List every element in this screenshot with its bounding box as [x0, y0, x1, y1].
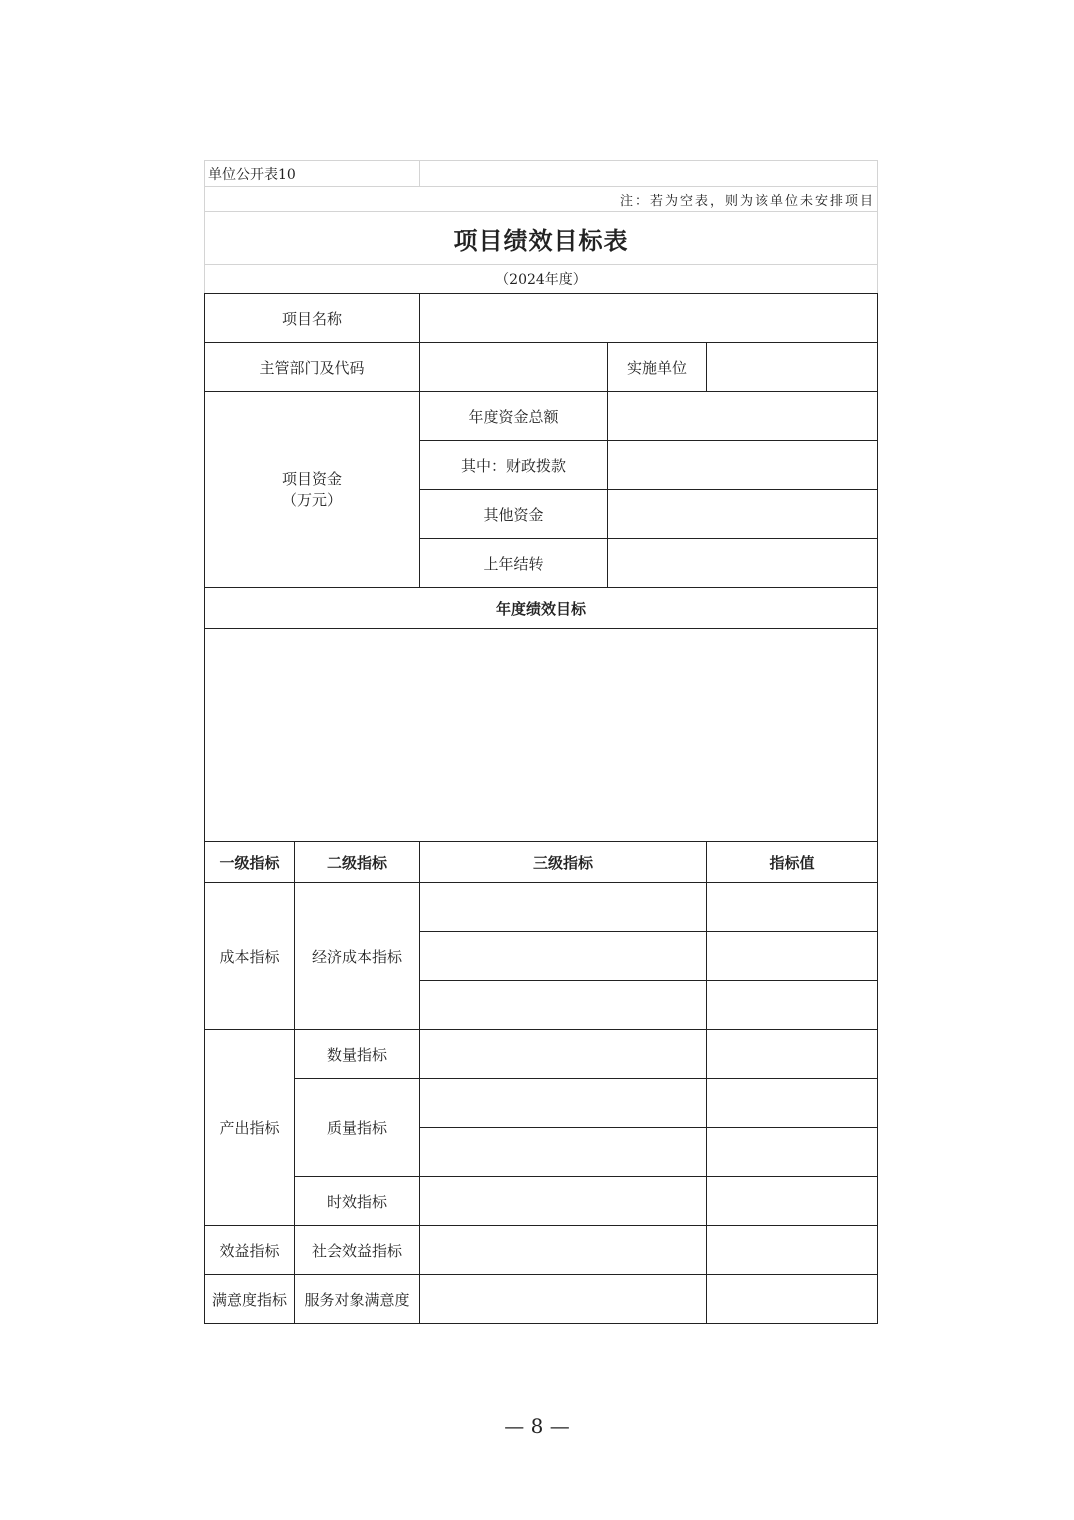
- level3-field[interactable]: [420, 1226, 707, 1275]
- timeliness-indicator-label: 时效指标: [295, 1177, 420, 1226]
- value-field[interactable]: [707, 1226, 878, 1275]
- level3-field[interactable]: [420, 1030, 707, 1079]
- benefit-indicator-label: 效益指标: [205, 1226, 295, 1275]
- annual-total-field[interactable]: [608, 392, 878, 441]
- form-sheet: [204, 160, 878, 1324]
- level3-field[interactable]: [420, 883, 707, 932]
- impl-unit-label: 实施单位: [608, 343, 707, 392]
- annual-total-label: 年度资金总额: [420, 392, 608, 441]
- indicator-header-row: [205, 842, 878, 883]
- empty-table-note: 注：若为空表，则为该单位未安排项目: [205, 187, 878, 212]
- value-field[interactable]: [707, 1030, 878, 1079]
- impl-unit-field[interactable]: [707, 343, 878, 392]
- social-benefit-label: 社会效益指标: [295, 1226, 420, 1275]
- value-field[interactable]: [707, 1079, 878, 1128]
- indicator-value-header: 指标值: [707, 842, 878, 883]
- service-satisfaction-label: 服务对象满意度: [295, 1275, 420, 1324]
- level3-field[interactable]: [420, 1177, 707, 1226]
- page-number: — 8 —: [504, 1414, 570, 1438]
- level3-field[interactable]: [420, 1128, 707, 1177]
- value-field[interactable]: [707, 981, 878, 1030]
- value-field[interactable]: [707, 932, 878, 981]
- header-empty-cell: [420, 161, 878, 187]
- level2-header: 二级指标: [295, 842, 420, 883]
- quality-indicator-label: 质量指标: [295, 1079, 420, 1177]
- performance-form-table: [204, 293, 878, 1324]
- fiscal-allocation-label: 其中：财政拨款: [420, 441, 608, 490]
- dept-code-field[interactable]: [420, 343, 608, 392]
- output-indicator-label: 产出指标: [205, 1030, 295, 1226]
- economic-cost-label: 经济成本指标: [295, 883, 420, 1030]
- table-label: 单位公开表10: [205, 161, 420, 187]
- annual-goal-field[interactable]: [205, 629, 878, 842]
- project-funds-label-line2: （万元）: [282, 490, 343, 509]
- carryover-field[interactable]: [608, 539, 878, 588]
- project-funds-label: [205, 392, 420, 588]
- page-title: 项目绩效目标表: [205, 212, 878, 265]
- level1-header: 一级指标: [205, 842, 295, 883]
- other-funds-field[interactable]: [608, 490, 878, 539]
- project-funds-label-line1: 项目资金: [282, 469, 343, 488]
- dept-code-label: 主管部门及代码: [205, 343, 420, 392]
- level3-field[interactable]: [420, 932, 707, 981]
- carryover-label: 上年结转: [420, 539, 608, 588]
- value-field[interactable]: [707, 1128, 878, 1177]
- level3-header: 三级指标: [420, 842, 707, 883]
- annual-goal-label: 年度绩效目标: [205, 588, 878, 629]
- value-field[interactable]: [707, 883, 878, 932]
- satisfaction-indicator-label: 满意度指标: [205, 1275, 295, 1324]
- level3-field[interactable]: [420, 1275, 707, 1324]
- fiscal-year: （2024年度）: [205, 265, 878, 294]
- value-field[interactable]: [707, 1275, 878, 1324]
- fiscal-allocation-field[interactable]: [608, 441, 878, 490]
- level3-field[interactable]: [420, 1079, 707, 1128]
- project-name-label: 项目名称: [205, 294, 420, 343]
- project-name-field[interactable]: [420, 294, 878, 343]
- header-table: [204, 160, 878, 294]
- value-field[interactable]: [707, 1177, 878, 1226]
- level3-field[interactable]: [420, 981, 707, 1030]
- quantity-indicator-label: 数量指标: [295, 1030, 420, 1079]
- other-funds-label: 其他资金: [420, 490, 608, 539]
- cost-indicator-label: 成本指标: [205, 883, 295, 1030]
